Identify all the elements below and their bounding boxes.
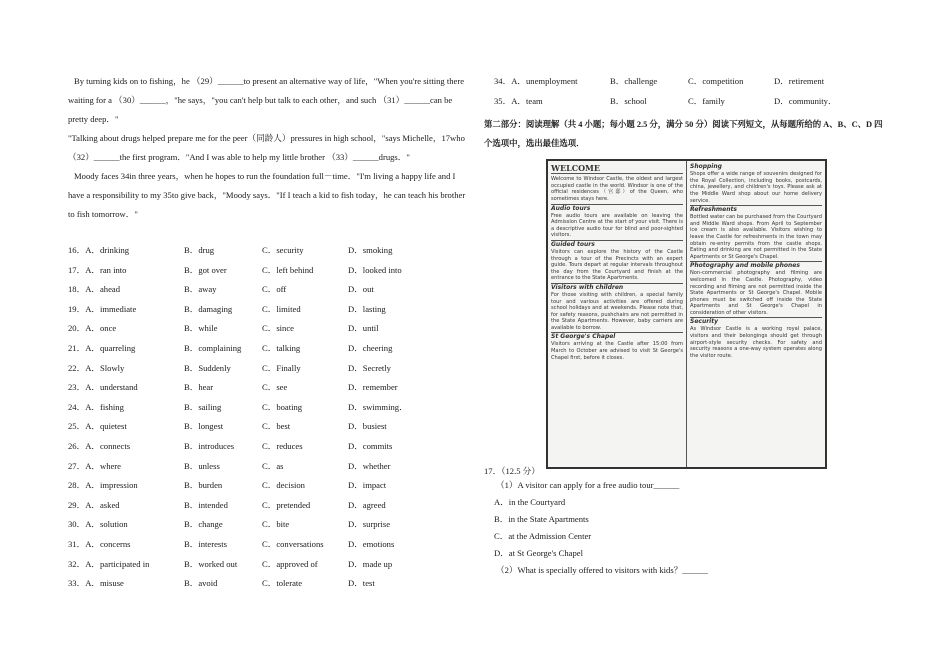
question-17-1-option-d: D．at St George's Chapel — [494, 548, 583, 559]
option-a: 24．A．fishing — [68, 401, 124, 412]
option-b: B．complaining — [184, 342, 242, 353]
option-c: C．pretended — [262, 499, 311, 510]
option-c: C．reduces — [262, 440, 303, 451]
option-d: D．Secretly — [348, 362, 391, 373]
option-row — [68, 261, 468, 281]
option-a: 35．A．team — [494, 95, 543, 106]
option-a: 34．A．unemployment — [494, 76, 578, 86]
option-d: D．community． — [774, 95, 837, 106]
option-row — [68, 398, 468, 418]
notice-children-heading: Visitors with children — [551, 283, 683, 292]
question-17-1: （1）A visitor can apply for a free audio tour______ — [496, 480, 680, 491]
option-a: 20．A．once — [68, 323, 117, 334]
option-row — [68, 417, 468, 437]
notice-right-column — [686, 161, 825, 467]
option-a: 30．A．solution — [68, 519, 128, 530]
option-d: D．busiest — [348, 421, 387, 432]
option-c: C．bite — [262, 519, 290, 530]
option-b: B．burden — [184, 480, 223, 491]
option-c: C．Finally — [262, 362, 301, 373]
option-a: 18．A．ahead — [68, 284, 121, 295]
option-b: B．unless — [184, 460, 220, 471]
option-b: B．sailing — [184, 401, 222, 412]
option-d: D．surprise — [348, 519, 391, 530]
option-c: C．boating — [262, 401, 303, 412]
option-b: B．avoid — [184, 578, 218, 589]
option-d: D．impact — [348, 480, 387, 491]
cloze-options-list — [68, 241, 468, 594]
option-d: D．remember — [348, 382, 398, 393]
notice-chapel-text: Visitors arriving at the Castle after 15:00 from March to October are advised to visit St George's Chapel first, before it closes. — [551, 341, 683, 361]
option-row — [68, 359, 468, 379]
option-row — [68, 555, 468, 575]
passage-paragraph-2: "Talking about drugs helped prepare me for the peer（同龄人）pressures in high school，"says Michelle，17who （32）______the first program．"And I was able to help my little brother （33）______drugs．" — [68, 133, 465, 162]
option-c: C．approved of — [262, 558, 318, 569]
option-b: B．longest — [184, 421, 224, 432]
option-d: D．looked into — [348, 264, 402, 275]
option-b: B．change — [184, 519, 223, 530]
option-b: B．worked out — [184, 558, 238, 569]
notice-guided-text: Visitors can explore the history of the Castle through a tour of the Precincts with an expert guide. Tours depart at regular intervals throughout the day from the Courtyard and finish at the entrance to the State Apartments. — [551, 248, 683, 282]
option-d: D．until — [348, 323, 379, 334]
option-row — [68, 437, 468, 457]
option-b: B．interests — [184, 538, 227, 549]
passage-paragraph-1: By turning kids on to fishing，he （29）______to present an alternative way of life，"When you're sitting there waiting for a （30）______，"he says，"you can't help but talk to each other，and such （31）______can be pretty deep．" — [68, 76, 465, 124]
cloze-options-list-continued — [484, 72, 884, 111]
option-a: 29．A．asked — [68, 499, 120, 510]
notice-security-heading: Security — [690, 317, 822, 326]
option-c: C．see — [262, 382, 288, 393]
passage-paragraph-3: Moody faces 34in three years，when he hopes to run the foundation full－time．"I'm living a happy life and I have a responsibility to my 35to give back，"Moody says．"If I teach a kid to fish today，he can teach his brother to fish tomorrow．" — [68, 171, 466, 219]
option-row — [68, 241, 468, 261]
option-c: C．talking — [262, 342, 301, 353]
notice-welcome-title: WELCOME — [551, 163, 683, 174]
option-b: B．damaging — [184, 303, 233, 314]
option-b: B．hear — [184, 382, 214, 393]
option-row — [68, 300, 468, 320]
notice-chapel-heading: St George's Chapel — [551, 332, 683, 341]
option-c: C．limited — [262, 303, 301, 314]
notice-children-text: For those visiting with children, a special family tour and various activities are offered during school holidays and at weekends. Please note that, for safety reasons, pushchairs are not permitted in the State Apartments. However, baby carriers are available to borrow. — [551, 291, 683, 331]
option-c: C．conversations — [262, 538, 324, 549]
option-row — [68, 515, 468, 535]
option-a: 32．A．participated in — [68, 558, 150, 569]
option-a: 26．A．connects — [68, 440, 131, 451]
left-column — [68, 72, 468, 594]
option-row — [484, 72, 884, 92]
question-17-1-option-c: C．at the Admission Center — [494, 531, 592, 542]
cloze-passage — [68, 72, 468, 224]
option-a: 17．A．ran into — [68, 264, 127, 275]
notice-photo-heading: Photography and mobile phones — [690, 261, 822, 270]
question-17-1-option-b: B．in the State Apartments — [494, 514, 589, 525]
option-d: D．agreed — [348, 499, 386, 510]
option-a: 16．A．drinking — [68, 245, 130, 255]
option-row — [68, 535, 468, 555]
option-c: C．as — [262, 460, 284, 471]
option-a: 22．A．Slowly — [68, 362, 125, 373]
notice-guided-heading: Guided tours — [551, 240, 683, 249]
option-row — [68, 457, 468, 477]
option-c: C．left behind — [262, 264, 314, 275]
question-17-1-option-a: A．in the Courtyard — [494, 497, 566, 508]
notice-photo-text: Non-commercial photography and filming are welcomed in the Castle. Photography, video recording and filming are not permitted inside the State Apartments or St George's Chapel. Mobile phones must be switched off inside the State Apartments and St George's Chapel in consideration of other visitors. — [690, 270, 822, 316]
option-d: D．swimming． — [348, 401, 408, 412]
option-b: B．got over — [184, 264, 227, 275]
option-row — [68, 496, 468, 516]
option-b: B．challenge — [610, 76, 658, 86]
option-row — [68, 339, 468, 359]
option-b: B．intended — [184, 499, 228, 510]
notice-security-text: As Windsor Castle is a working royal palace, visitors and their belongings should get through airport-style security checks. For safety and security reasons a one-way system operates along the visitor route. — [690, 326, 822, 359]
option-b: B．Suddenly — [184, 362, 231, 373]
option-c: C．best — [262, 421, 291, 432]
option-d: D．retirement — [774, 76, 825, 86]
option-c: C．competition — [688, 76, 744, 86]
notice-left-column — [548, 161, 686, 467]
option-c: C．decision — [262, 480, 305, 491]
windsor-castle-notice — [546, 159, 827, 469]
option-d: D．made up — [348, 558, 393, 569]
option-d: D．cheering — [348, 342, 393, 353]
option-a: 27．A．where — [68, 460, 121, 471]
notice-welcome-text: Welcome to Windsor Castle, the oldest and largest occupied castle in the world. Windsor is one of the official residences（官邸）of the Queen, who sometimes stays here. — [551, 176, 683, 202]
notice-audio-heading: Audio tours — [551, 204, 683, 213]
notice-refreshments-heading: Refreshments — [690, 205, 822, 214]
option-c: C．security — [262, 245, 304, 255]
option-d: D．commits — [348, 440, 393, 451]
option-b: B．away — [184, 284, 217, 295]
option-row — [484, 92, 884, 112]
option-c: C．family — [688, 95, 725, 106]
notice-audio-text: Free audio tours are available on leaving the Admission Centre at the start of your visit. There is a descriptive audio tour for blind and poor-sighted visitors. — [551, 212, 683, 239]
option-d: D．whether — [348, 460, 391, 471]
notice-refreshments-text: Bottled water can be purchased from the Courtyard and Middle Ward shops. From April to September ice cream is also available. Visitors wishing to leave the Castle for refreshments in the town may obtain re-entry permits from the castle shops. Eating and drinking are not permitted in the State Apartments or St George's Chapel. — [690, 214, 822, 260]
option-a: 33．A．misuse — [68, 578, 124, 589]
option-row — [68, 476, 468, 496]
option-b: B．introduces — [184, 440, 235, 451]
notice-shopping-heading: Shopping — [690, 163, 722, 171]
option-row — [68, 319, 468, 339]
option-c: C．since — [262, 323, 294, 334]
option-a: 25．A．quietest — [68, 421, 127, 432]
question-17 — [484, 477, 884, 579]
option-d: D．out — [348, 284, 374, 295]
option-a: 31．A．concerns — [68, 538, 131, 549]
option-c: C．tolerate — [262, 578, 303, 589]
notice-area — [484, 159, 884, 477]
option-c: C．off — [262, 284, 287, 295]
option-d: D．test — [348, 578, 375, 589]
question-17-2: （2）What is specially offered to visitors with kids？______ — [496, 565, 709, 576]
option-b: B．school — [610, 95, 647, 106]
question-17-number: 17．（12.5 分） — [484, 466, 540, 477]
section-2-heading: 第二部分：阅读理解（共 4 小题；每小题 2.5 分，满分 50 分）阅读下列短文，从每题所给的 A、B、C、D 四个选项中，选出最佳选项． — [484, 120, 883, 149]
option-a: 21．A．quarreling — [68, 342, 136, 353]
option-d: D．smoking — [348, 245, 393, 255]
option-d: D．lasting — [348, 303, 386, 314]
option-a: 23．A．understand — [68, 382, 138, 393]
option-a: 19．A．immediate — [68, 303, 137, 314]
right-column — [484, 72, 884, 579]
option-d: D．emotions — [348, 538, 395, 549]
notice-shopping-text: Shops offer a wide range of souvenirs designed for the Royal Collection, including books, postcards, china, jewellery, and children's toys. Please ask at the Middle Ward shop about our home delivery service. — [690, 171, 822, 204]
option-b: B．while — [184, 323, 218, 334]
option-b: B．drug — [184, 245, 215, 255]
option-row — [68, 378, 468, 398]
option-row — [68, 574, 468, 594]
option-row — [68, 280, 468, 300]
option-a: 28．A．impression — [68, 480, 138, 491]
